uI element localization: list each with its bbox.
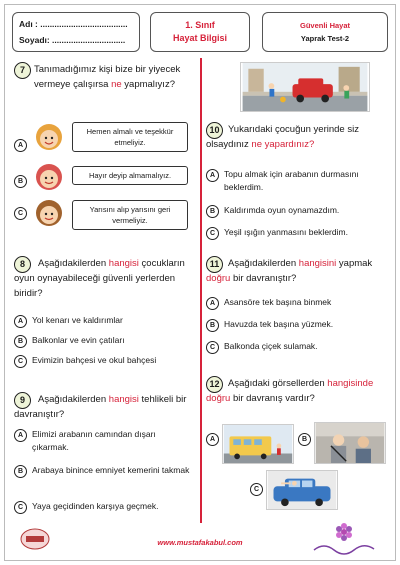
boy-face-icon	[34, 198, 64, 228]
question-number: 12	[206, 376, 223, 393]
option-letter: B	[14, 465, 27, 478]
question-7-text: Tanımadığımız kişi bize bir yiyecek vermeye çalışırsa ne yapmalıyız?	[34, 64, 181, 90]
option-letter: C	[14, 501, 27, 514]
option-text: Topu almak için arabanın durmasını beklerdim.	[224, 169, 359, 192]
option-letter: A	[206, 433, 219, 446]
q9-option-c[interactable]	[14, 500, 196, 514]
option-text: Elimizi arabanın camından dışarı çıkarmak.	[32, 429, 156, 452]
q11-option-b[interactable]	[206, 318, 390, 332]
q7-option-a-text: Hemen almalı ve teşekkür etmeliyiz.	[72, 122, 188, 152]
q7-option-b-text: Hayır deyip almamalıyız.	[72, 166, 188, 185]
name-field[interactable]: Adı : .....................................	[19, 19, 128, 29]
option-text: Arabaya binince emniyet kemerini takmak	[32, 465, 190, 475]
q8-option-a[interactable]	[14, 314, 194, 328]
option-letter: B	[298, 433, 311, 446]
option-letter: B	[206, 205, 219, 218]
unit-label: Güvenli Hayat	[299, 21, 351, 30]
question-11-text: Aşağıdakilerden hangisini yapmak doğru bir davranıştır?	[206, 258, 373, 284]
q7-option-c-text: Yarısını alıp yarısını geri vermeliyiz.	[72, 200, 188, 230]
girl-face-icon	[34, 122, 64, 152]
unit-box	[262, 12, 388, 52]
option-letter: B	[14, 175, 27, 188]
option-letter: C	[250, 483, 263, 496]
option-text: Balkonda çiçek sulamak.	[224, 341, 318, 351]
question-number: 10	[206, 122, 223, 139]
column-divider	[200, 58, 202, 523]
question-number: 8	[14, 256, 31, 273]
question-9-text: Aşağıdakilerden hangisi tehlikeli bir davranıştır?	[14, 394, 187, 420]
option-letter: A	[206, 297, 219, 310]
q8-option-c[interactable]	[14, 354, 194, 368]
publisher-logo-icon	[20, 528, 50, 550]
option-text: Asansöre tek başına binmek	[224, 297, 332, 307]
question-12-text: Aşağıdaki görsellerden hangisinde doğru bir davranış vardır?	[206, 378, 374, 404]
question-number: 9	[14, 392, 31, 409]
title-box	[150, 12, 250, 52]
student-info-box	[12, 12, 140, 52]
question-8-text: Aşağıdakilerden hangisi çocukların oyun oynayabileceği güvenli yerlerden biridir?	[14, 258, 185, 299]
q9-option-a[interactable]	[14, 428, 192, 454]
q7-option-b[interactable]	[14, 174, 32, 188]
bus-scene-image	[222, 424, 294, 464]
option-letter: B	[14, 335, 27, 348]
q11-option-c[interactable]	[206, 340, 390, 354]
q10-option-c[interactable]	[206, 226, 390, 240]
option-letter: C	[206, 227, 219, 240]
footer-website[interactable]: www.mustafakabul.com	[157, 538, 243, 547]
option-text: Yeşil ışığın yanmasını beklerdim.	[224, 227, 348, 237]
option-letter: C	[14, 355, 27, 368]
author-signature-logo	[300, 522, 388, 556]
boy-face-icon	[34, 162, 64, 192]
option-letter: C	[206, 341, 219, 354]
option-letter: B	[206, 319, 219, 332]
car-window-image	[266, 470, 338, 510]
option-text: Evimizin bahçesi ve okul bahçesi	[32, 355, 157, 365]
option-letter: C	[14, 207, 27, 220]
street-scene-illustration	[240, 62, 370, 112]
option-text: Yol kenarı ve kaldırımlar	[32, 315, 123, 325]
option-text: Balkonlar ve evin çatıları	[32, 335, 125, 345]
q7-option-c[interactable]	[14, 206, 32, 220]
q10-option-b[interactable]	[206, 204, 390, 218]
subject-label: Hayat Bilgisi	[172, 33, 228, 43]
q7-option-a[interactable]	[14, 138, 32, 152]
option-letter: A	[14, 139, 27, 152]
surname-field[interactable]: Soyadı: ...............................	[19, 35, 126, 45]
question-number: 11	[206, 256, 223, 273]
question-10-text: Yukarıdaki çocuğun yerinde siz olsaydınız ne yapardınız?	[206, 124, 359, 150]
test-label: Yaprak Test-2	[300, 34, 350, 43]
question-number: 7	[14, 62, 31, 79]
option-text: Kaldırımda oyun oynamazdım.	[224, 205, 340, 215]
car-seatbelt-image	[314, 422, 386, 464]
option-text: Havuzda tek başına yüzmek.	[224, 319, 334, 329]
option-letter: A	[206, 169, 219, 182]
option-letter: A	[14, 315, 27, 328]
grade-label: 1. Sınıf	[185, 20, 215, 30]
q11-option-a[interactable]	[206, 296, 390, 310]
q8-option-b[interactable]	[14, 334, 194, 348]
q10-option-a[interactable]	[206, 168, 390, 194]
option-text: Yaya geçidinden karşıya geçmek.	[32, 501, 159, 511]
option-letter: A	[14, 429, 27, 442]
q9-option-b[interactable]	[14, 464, 192, 478]
